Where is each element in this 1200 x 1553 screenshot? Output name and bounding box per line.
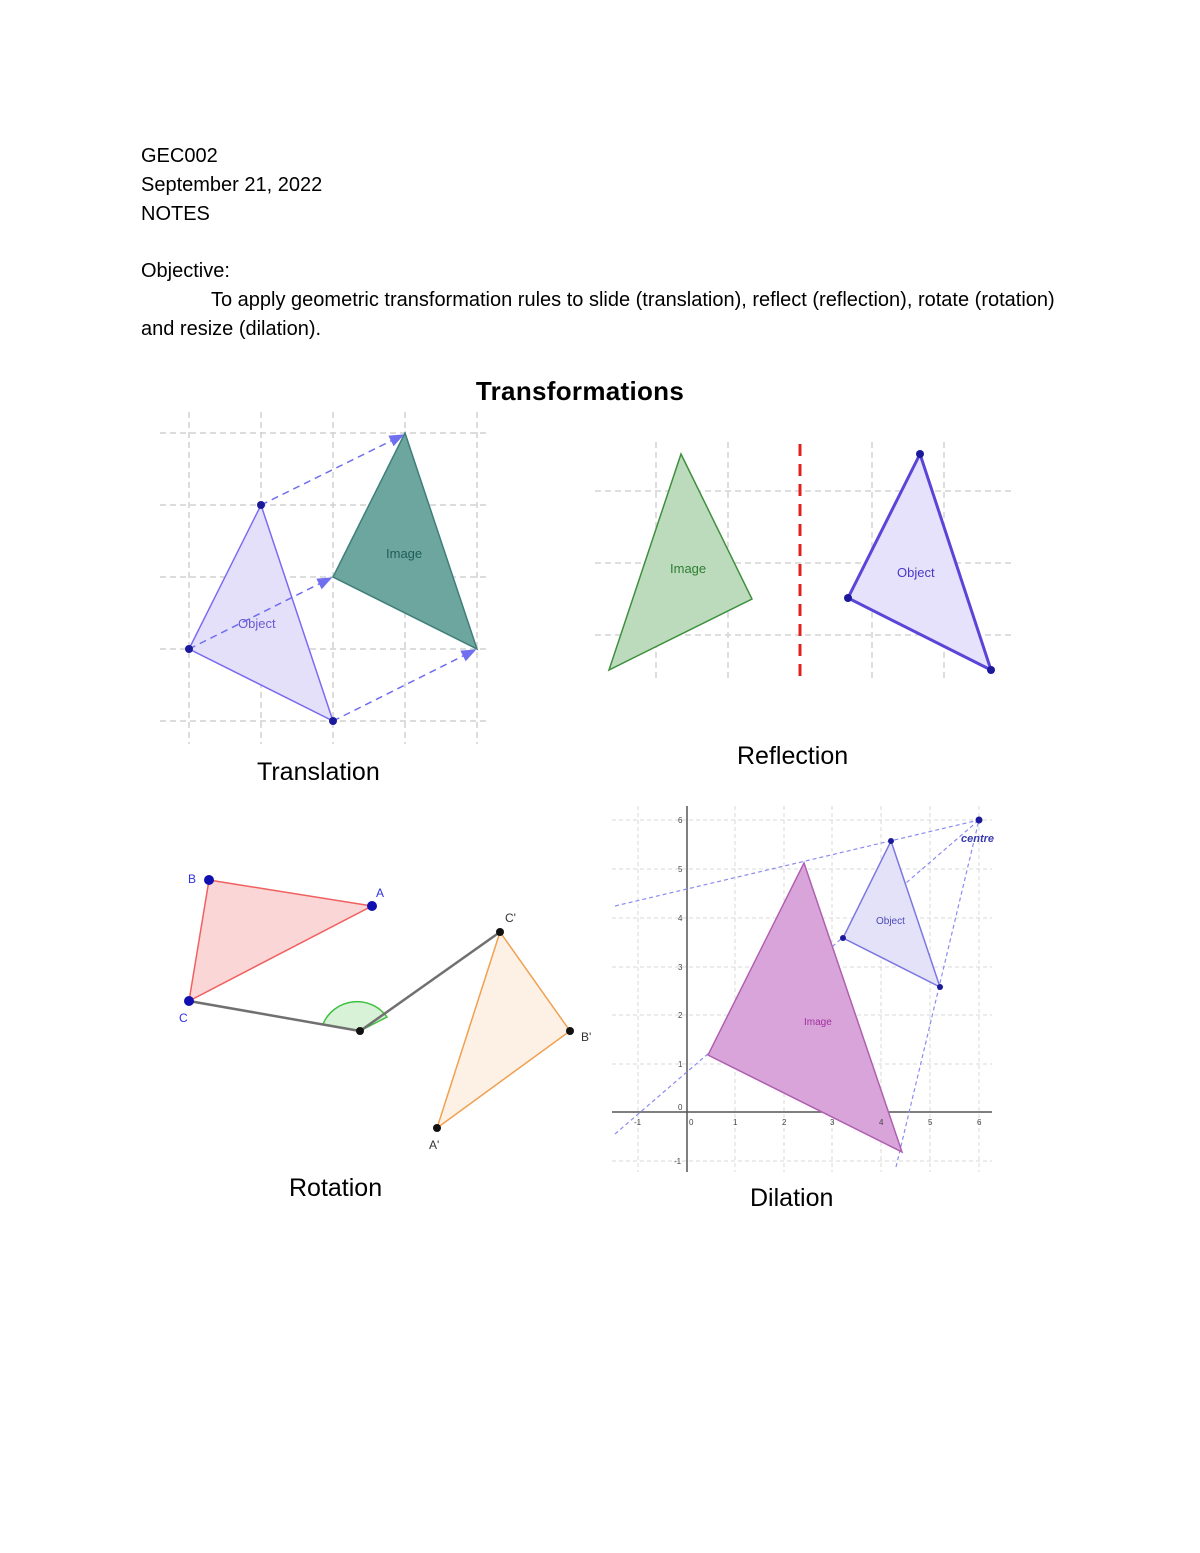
svg-text:4: 4 xyxy=(678,914,683,923)
course-code: GEC002 xyxy=(141,145,218,167)
svg-text:-1: -1 xyxy=(634,1118,642,1127)
dilation-object-triangle xyxy=(843,841,940,987)
reflection-object-label: Object xyxy=(897,565,935,580)
vertex-label-a-prime: A' xyxy=(429,1138,440,1152)
translation-object-triangle xyxy=(189,505,333,721)
svg-text:3: 3 xyxy=(678,963,683,972)
svg-text:2: 2 xyxy=(782,1118,787,1127)
rotation-caption: Rotation xyxy=(289,1174,383,1202)
vertex-label-c-prime: C' xyxy=(505,911,516,925)
dilation-caption: Dilation xyxy=(750,1184,834,1212)
transformations-diagram xyxy=(150,372,1020,1222)
svg-text:0: 0 xyxy=(689,1118,694,1127)
dilation-x-tick-labels xyxy=(634,1118,982,1127)
svg-text:6: 6 xyxy=(977,1118,982,1127)
vertex-label-b-prime: B' xyxy=(581,1030,592,1044)
vertex-label-c: C xyxy=(179,1011,188,1025)
svg-text:1: 1 xyxy=(678,1060,683,1069)
svg-text:5: 5 xyxy=(678,865,683,874)
svg-text:1: 1 xyxy=(733,1118,738,1127)
dilation-object-label: Object xyxy=(876,916,905,927)
svg-text:5: 5 xyxy=(928,1118,933,1127)
translation-object-label: Object xyxy=(238,616,276,631)
reflection-object-triangle xyxy=(848,454,991,670)
svg-text:3: 3 xyxy=(830,1118,835,1127)
reflection-caption: Reflection xyxy=(737,742,849,770)
dilation-image-label: Image xyxy=(804,1017,832,1028)
translation-caption: Translation xyxy=(257,758,380,786)
objective-heading: Objective: xyxy=(141,260,230,282)
svg-text:0: 0 xyxy=(678,1103,683,1112)
reflection-image-label: Image xyxy=(670,561,707,576)
vertex-label-b: B xyxy=(188,872,197,886)
translation-image-label: Image xyxy=(386,546,423,561)
notes-label: NOTES xyxy=(141,203,210,225)
svg-text:6: 6 xyxy=(678,816,683,825)
vertex-label-a: A xyxy=(376,886,385,900)
svg-text:2: 2 xyxy=(678,1011,683,1020)
svg-text:-1: -1 xyxy=(674,1157,682,1166)
rotation-object-triangle xyxy=(189,880,372,1001)
figure-title: Transformations xyxy=(475,376,685,406)
svg-text:4: 4 xyxy=(879,1118,884,1127)
dilation-centre-label: centre xyxy=(961,833,995,845)
note-date: September 21, 2022 xyxy=(141,174,323,196)
transformations-figure xyxy=(150,372,1020,1222)
objective-text: To apply geometric transformation rules to slide (translation), reflect (reflection), rotate (rotation) and resize (dilation). xyxy=(141,289,1055,340)
